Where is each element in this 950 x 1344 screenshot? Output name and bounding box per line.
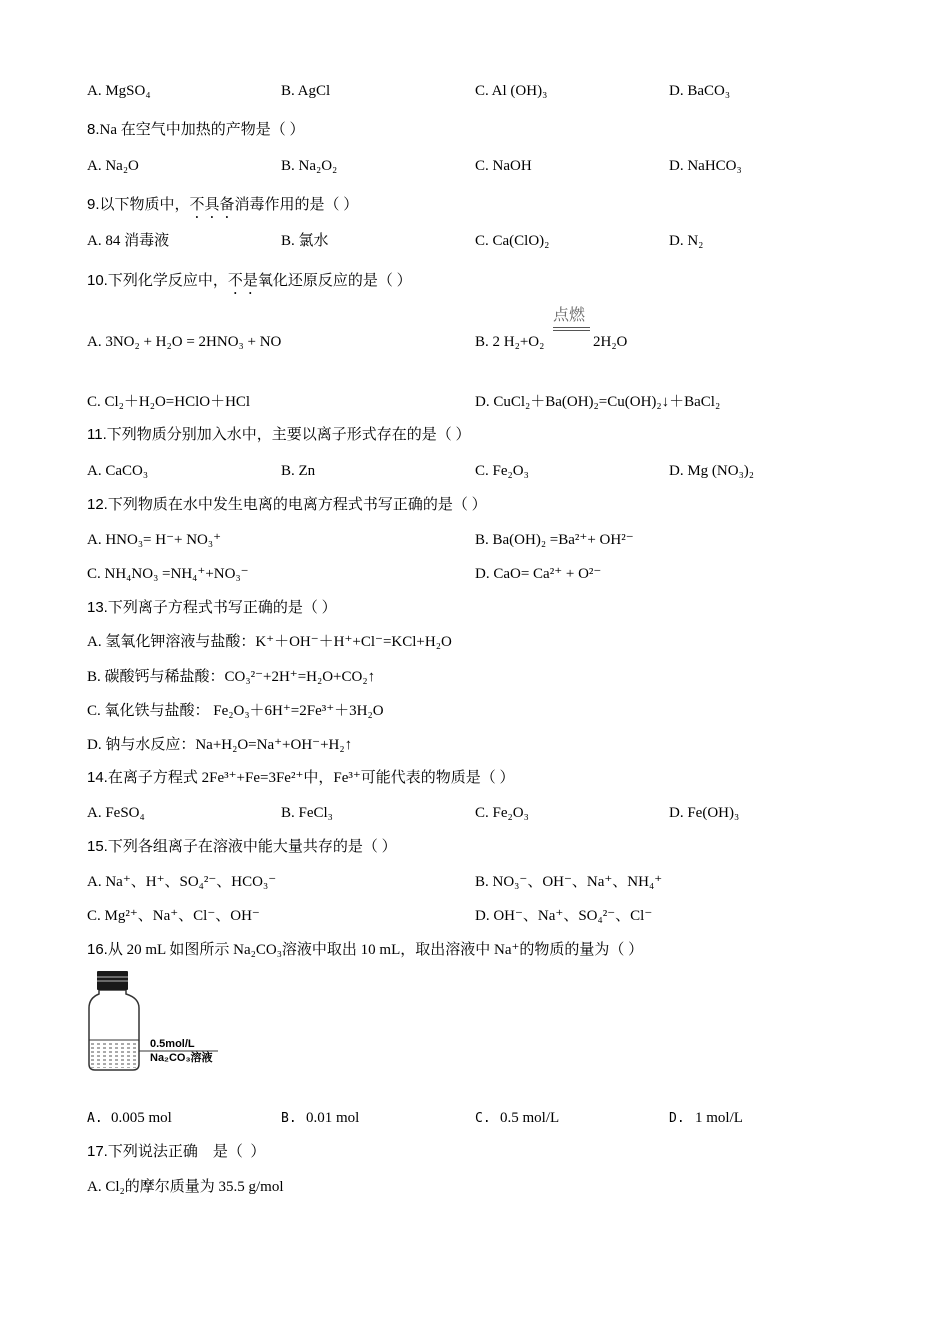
q7-options-row — [0, 81, 950, 101]
q15-options-row-1 — [0, 872, 950, 892]
q7-option-d: D. BaCO₃ — [669, 83, 731, 99]
q8-option-d: D. NaHCO₃ — [669, 158, 742, 174]
q16-stem — [87, 940, 643, 960]
q11-stem — [87, 425, 471, 445]
q10-option-b-reactants: B. 2 H₂+O₂ — [475, 334, 545, 350]
q16-options-row — [0, 1108, 950, 1128]
q8-option-b: B. Na₂O₂ — [281, 158, 338, 174]
q7-option-a: A. MgSO₄ — [87, 83, 151, 99]
q16-option-c-letter: C. — [475, 1111, 491, 1126]
q15-option-b: B. NO₃⁻、OH⁻、Na⁺、NH₄⁺ — [475, 874, 663, 890]
q9-option-c: C. Ca(ClO)₂ — [475, 233, 550, 249]
q10-option-a: A. 3NO₂ + H₂O = 2HNO₃ + NO — [87, 334, 282, 350]
q16-option-b — [281, 1108, 360, 1129]
q16-text: 从 20 mL 如图所示 Na₂CO₃溶液中取出 10 mL，取出溶液中 Na⁺的物质的量为（ ） — [107, 942, 644, 958]
q9-option-b: B. 氯水 — [281, 233, 329, 249]
q15-number: 15. — [87, 838, 108, 855]
q13-number: 13. — [87, 599, 108, 616]
q15-text: 下列各组离子在溶液中能大量共存的是（ ） — [107, 839, 397, 855]
q12-number: 12. — [87, 496, 108, 513]
q16-option-d-letter: D. — [669, 1111, 685, 1126]
q12-options-row-2 — [0, 564, 950, 584]
q17-stem — [87, 1142, 265, 1162]
q14-options-row — [0, 803, 950, 823]
q8-text: Na 在空气中加热的产物是（ ） — [99, 122, 305, 138]
q15-option-a: A. Na⁺、H⁺、SO₄²⁻、HCO₃⁻ — [87, 874, 277, 890]
q15-option-d: D. OH⁻、Na⁺、SO₄²⁻、Cl⁻ — [475, 908, 653, 924]
q13-text: 下列离子方程式书写正确的是（ ） — [107, 600, 337, 616]
q9-text-before: 以下物质中， — [99, 197, 190, 213]
q9-option-d: D. N₂ — [669, 233, 704, 249]
q11-option-c: C. Fe₂O₃ — [475, 463, 529, 479]
q11-option-b: B. Zn — [281, 463, 316, 479]
q16-option-a-letter: A. — [87, 1111, 103, 1126]
q12-option-a: A. HNO₃= H⁻+ NO₃⁺ — [87, 532, 222, 548]
q10-option-b-double-equals — [553, 327, 590, 331]
q8-stem — [87, 120, 305, 140]
q10-option-b-product: 2H₂O — [593, 334, 628, 350]
q9-option-a: A. 84 消毒液 — [87, 233, 170, 249]
q16-option-a-value: 0.005 mol — [111, 1110, 172, 1126]
q14-number: 14. — [87, 769, 108, 786]
q16-option-d-value: 1 mol/L — [695, 1110, 743, 1126]
q12-option-d: D. CaO= Ca²⁺ + O²⁻ — [475, 566, 602, 582]
q17-number: 17. — [87, 1143, 108, 1160]
q7-option-b: B. AgCl — [281, 83, 331, 99]
q9-options-row — [0, 231, 950, 251]
q15-stem — [87, 837, 397, 857]
q16-option-b-value: 0.01 mol — [306, 1110, 360, 1126]
q10-stem — [87, 271, 412, 291]
q14-option-a: A. FeSO₄ — [87, 805, 145, 821]
q10-option-d: D. CuCl₂＋Ba(OH)₂=Cu(OH)₂↓＋BaCl₂ — [475, 394, 721, 410]
q10-text-emphasis: 不是 — [227, 273, 258, 289]
q10-option-b-condition: 点燃 — [553, 307, 586, 324]
q8-number: 8. — [87, 121, 100, 138]
q13-option-a: A. 氢氧化钾溶液与盐酸：K⁺＋OH⁻＋H⁺+Cl⁻=KCl+H₂O — [87, 634, 452, 650]
q14-option-d: D. Fe(OH)₃ — [669, 805, 740, 821]
q14-option-c: C. Fe₂O₃ — [475, 805, 529, 821]
q12-option-b: B. Ba(OH)₂ =Ba²⁺+ OH²⁻ — [475, 532, 634, 548]
q9-text-after: 消毒作用的是（ ） — [234, 197, 359, 213]
q10-text-after: 氧化还原反应的是（ ） — [257, 273, 412, 289]
q11-option-a: A. CaCO₃ — [87, 463, 149, 479]
q8-option-a: A. Na₂O — [87, 158, 139, 174]
q16-option-d — [669, 1108, 743, 1129]
q12-options-row-1 — [0, 530, 950, 550]
q11-number: 11. — [87, 426, 107, 443]
q13-option-d: D. 钠与水反应：Na+H₂O=Na⁺+OH⁻+H₂↑ — [87, 737, 353, 753]
q15-option-c: C. Mg²⁺、Na⁺、Cl⁻、OH⁻ — [87, 908, 260, 924]
q14-option-b: B. FeCl₃ — [281, 805, 333, 821]
q16-option-a — [87, 1108, 172, 1129]
q13-option-c: C. 氧化铁与盐酸： Fe₂O₃＋6H⁺=2Fe³⁺＋3H₂O — [87, 703, 384, 719]
q9-number: 9. — [87, 196, 100, 213]
q10-options-row-1 — [0, 332, 950, 352]
solution-liquid — [91, 1040, 137, 1068]
q13-stem — [87, 598, 337, 618]
q12-stem — [87, 495, 487, 515]
figure-solution-label: Na₂CO₃溶液 — [150, 1052, 213, 1064]
q16-option-c-value: 0.5 mol/L — [500, 1110, 560, 1126]
q11-option-d: D. Mg (NO₃)₂ — [669, 463, 755, 479]
q16-number: 16. — [87, 941, 108, 958]
q17-text: 下列说法正确 是（ ） — [107, 1144, 266, 1160]
q13-option-b: B. 碳酸钙与稀盐酸：CO₃²⁻+2H⁺=H₂O+CO₂↑ — [87, 669, 376, 685]
q16-option-b-letter: B. — [281, 1111, 297, 1126]
q17-option-a: A. Cl₂的摩尔质量为 35.5 g/mol — [87, 1179, 284, 1195]
q12-text: 下列物质在水中发生电离的电离方程式书写正确的是（ ） — [107, 497, 487, 513]
q15-options-row-2 — [0, 906, 950, 926]
q11-options-row — [0, 461, 950, 481]
q10-options-row-2 — [0, 392, 950, 412]
q14-stem — [87, 768, 515, 788]
q8-options-row — [0, 156, 950, 176]
figure-concentration-label: 0.5mol/L — [150, 1038, 195, 1050]
q16-option-c — [475, 1108, 560, 1129]
q12-option-c: C. NH₄NO₃ =NH₄⁺+NO₃⁻ — [87, 566, 249, 582]
q10-option-c: C. Cl₂＋H₂O=HClO＋HCl — [87, 394, 251, 410]
q10-text-before: 下列化学反应中， — [107, 273, 228, 289]
q9-text-emphasis: 不具备 — [189, 197, 235, 213]
q10-number: 10. — [87, 272, 108, 289]
q9-stem — [87, 195, 358, 215]
q11-text: 下列物质分别加入水中，主要以离子形式存在的是（ ） — [106, 427, 471, 443]
q7-option-c: C. Al (OH)₃ — [475, 83, 548, 99]
q8-option-c: C. NaOH — [475, 158, 532, 174]
q14-text: 在离子方程式 2Fe³⁺+Fe=3Fe²⁺中，Fe³⁺可能代表的物质是（ ） — [107, 770, 515, 786]
